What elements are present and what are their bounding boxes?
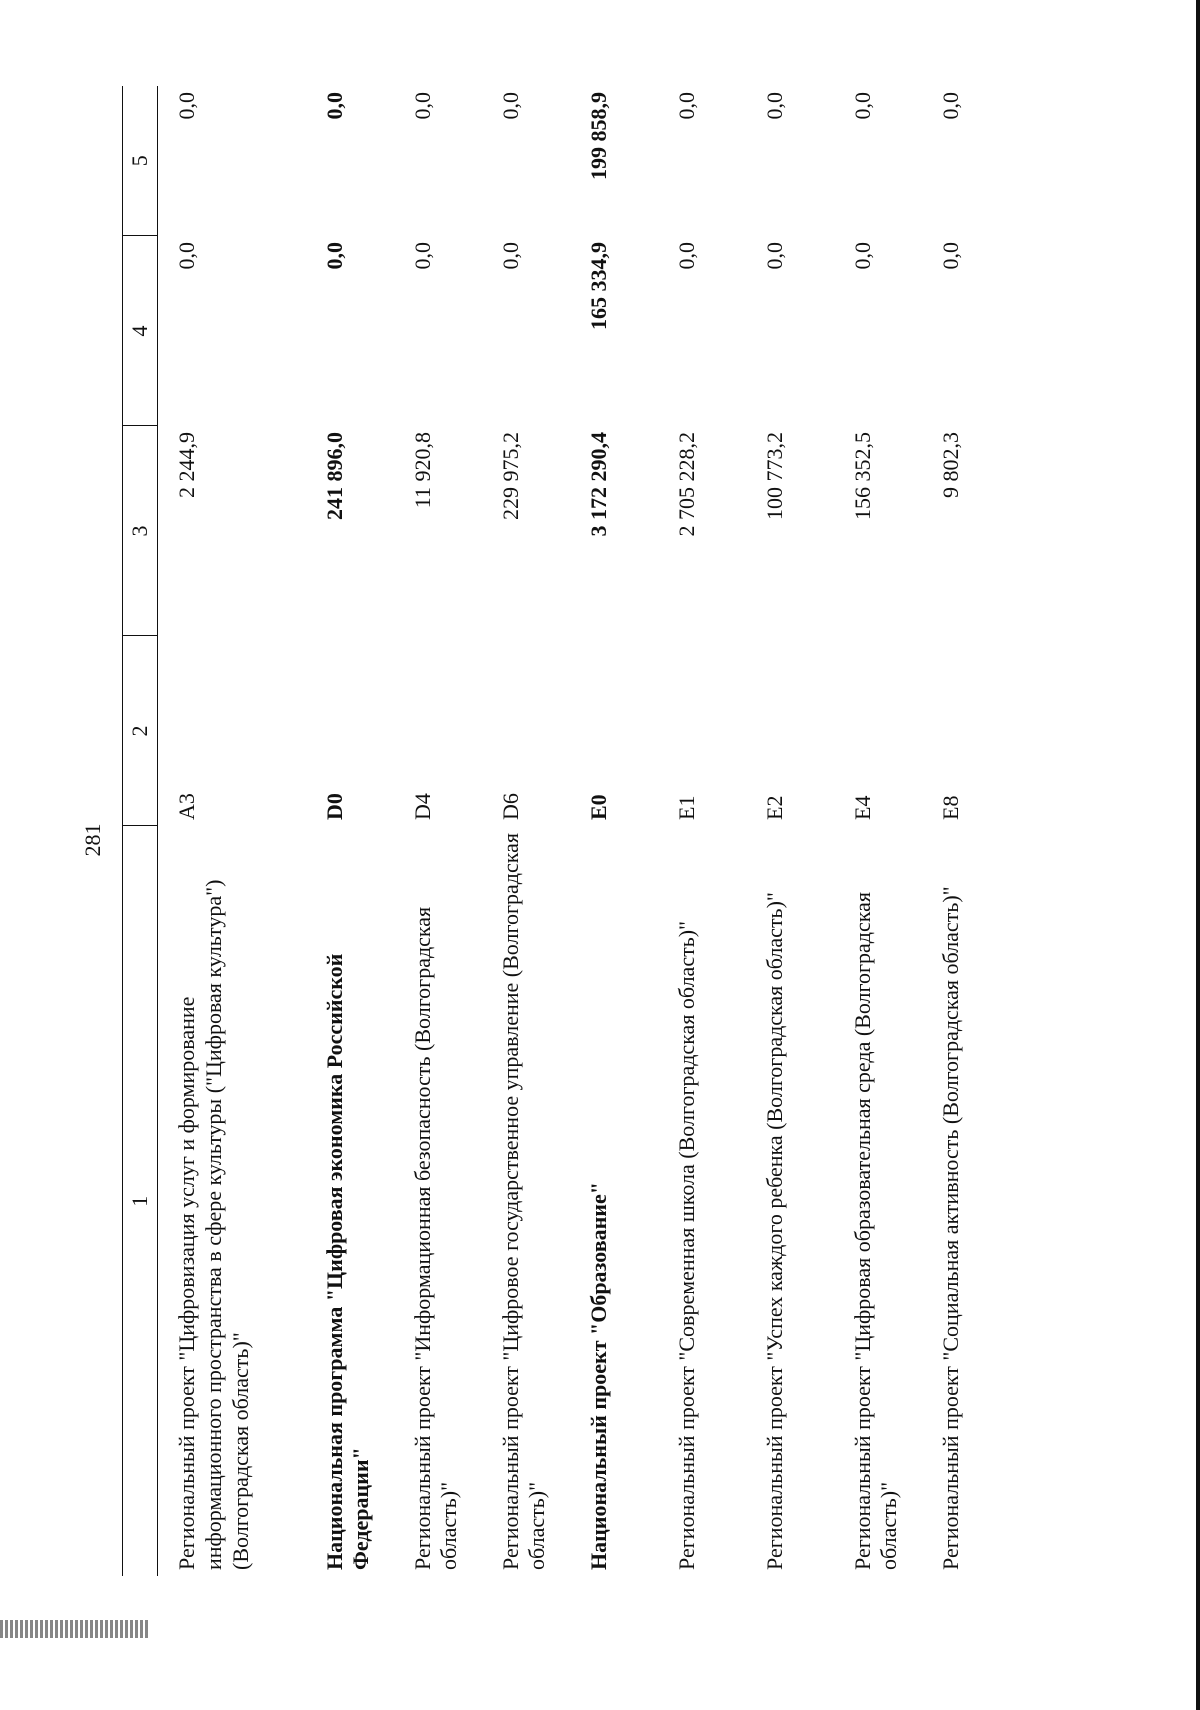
row-value-4: 165 334,9 (585, 242, 611, 330)
row-code: E1 (673, 795, 699, 820)
row-value-3: 229 975,2 (497, 432, 523, 520)
table-row (658, 86, 746, 1576)
row-value-5: 0,0 (321, 92, 347, 120)
row-name: Национальный проект "Образование" (585, 1182, 611, 1570)
row-value-5: 0,0 (673, 92, 699, 120)
table-body (158, 86, 1010, 1576)
budget-table (122, 86, 1010, 1576)
row-value-3: 2 244,9 (174, 432, 199, 498)
row-value-3: 3 172 290,4 (585, 432, 611, 537)
row-value-4: 0,0 (497, 242, 523, 270)
table-row (158, 86, 306, 1576)
row-code: E2 (761, 795, 787, 820)
row-code: D4 (409, 793, 435, 820)
table-row (394, 86, 482, 1576)
table-row (570, 86, 658, 1576)
row-value-3: 2 705 228,2 (673, 432, 699, 537)
row-value-5: 0,0 (849, 92, 875, 120)
row-value-5: 0,0 (174, 92, 199, 120)
row-code: D6 (497, 793, 523, 820)
row-code: E0 (585, 794, 611, 820)
row-value-3: 156 352,5 (849, 432, 875, 520)
row-code: D0 (321, 793, 347, 820)
row-name: Региональный проект "Цифровизация услуг и формирование информационного пространства в сфере культуры ("Цифровая культура") (Волгоградская область)" (174, 879, 253, 1570)
row-value-4: 0,0 (321, 242, 347, 270)
column-header-5: 5 (123, 86, 158, 236)
table-row (482, 86, 570, 1576)
rotated-document-page (10, 50, 1190, 1630)
column-header-1: 1 (123, 826, 158, 1576)
row-name: Региональный проект "Социальная активность (Волгоградская область)" (937, 886, 963, 1570)
row-name: Региональный проект "Успех каждого ребенка (Волгоградская область)" (761, 892, 787, 1570)
column-header-4: 4 (123, 236, 158, 426)
row-value-3: 11 920,8 (409, 432, 435, 509)
row-code: E4 (849, 795, 875, 820)
row-value-3: 241 896,0 (321, 432, 347, 520)
row-value-5: 0,0 (761, 92, 787, 120)
row-name: Региональный проект "Современная школа (Волгоградская область)" (673, 920, 699, 1570)
row-value-5: 0,0 (497, 92, 523, 120)
row-value-5: 0,0 (937, 92, 963, 120)
table-row (746, 86, 834, 1576)
row-value-4: 0,0 (409, 242, 435, 270)
row-code: A3 (174, 793, 199, 820)
row-value-4: 0,0 (761, 242, 787, 270)
scan-right-edge (1196, 0, 1200, 1710)
page-number: 281 (80, 823, 105, 857)
row-value-5: 0,0 (409, 92, 435, 120)
row-name: Региональный проект "Цифровое государственное управление (Волгоградская область)" (497, 833, 550, 1570)
row-name: Национальная программа "Цифровая экономика Российской Федерации" (321, 953, 374, 1570)
row-value-4: 0,0 (849, 242, 875, 270)
column-header-3: 3 (123, 426, 158, 636)
column-header-2: 2 (123, 636, 158, 826)
row-value-4: 0,0 (673, 242, 699, 270)
table-row (834, 86, 922, 1576)
row-name: Региональный проект "Информационная безопасность (Волгоградская область)" (409, 906, 462, 1570)
row-value-3: 9 802,3 (937, 432, 963, 498)
table-header-row (123, 86, 158, 1576)
row-value-4: 0,0 (937, 242, 963, 270)
row-code: E8 (937, 795, 963, 820)
row-value-3: 100 773,2 (761, 432, 787, 520)
row-name: Региональный проект "Цифровая образовательная среда (Волгоградская область)" (849, 892, 902, 1570)
row-value-4: 0,0 (174, 242, 199, 270)
table-row (306, 86, 394, 1576)
table-row (922, 86, 1010, 1576)
row-value-5: 199 858,9 (585, 92, 611, 180)
